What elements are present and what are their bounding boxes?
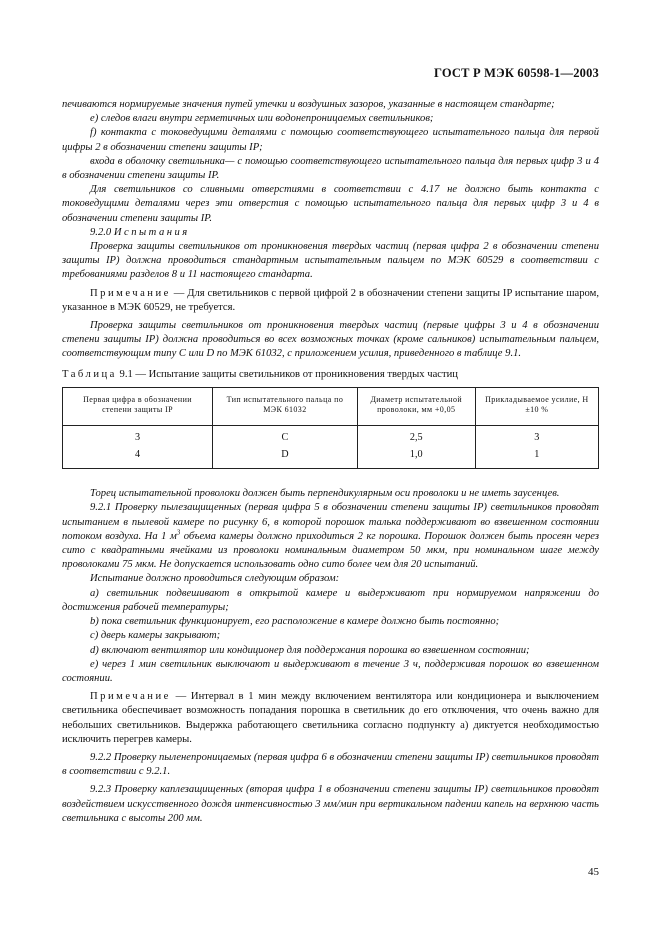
list-item-d: d) включают вентилятор или кондиционер для поддержания порошка во взвешенном состоянии;: [90, 644, 530, 656]
data-table: [62, 387, 599, 469]
table-cell: 3: [475, 425, 598, 446]
table-cell: 1: [475, 446, 598, 469]
table-cell: С: [213, 425, 358, 446]
table-row: [63, 446, 599, 469]
superscript: 3: [176, 528, 181, 537]
paragraph: печиваются нормируемые значения путей утечки и воздушных зазоров, указанные в настоящем стандарте;: [62, 99, 555, 110]
table-cell: 4: [63, 446, 213, 469]
table-row: [63, 425, 599, 446]
column-header: Прикладываемое усилие, Н ±10 %: [475, 387, 598, 425]
table-cell: 3: [63, 425, 213, 446]
note-label: Примечание: [90, 691, 171, 703]
paragraph: Торец испытательной проволоки должен быть перпендикулярным оси проволоки и не иметь заусенцев.: [90, 488, 560, 500]
note-text: — Для светильников с первой цифрой 2 в обозначении степени защиты IP испытание шаром, указанное в МЭК 60529, не требуется.: [62, 287, 599, 313]
list-item-e: е) следов влаги внутри герметичных или водонепроницаемых светильников;: [90, 113, 434, 125]
document-header: ГОСТ Р МЭК 60598-1—2003: [434, 66, 599, 80]
list-item-e: е) через 1 мин светильник выключают и выдерживают в течение 3 ч, поддерживая порошок во взвешенном состоянии.: [62, 658, 599, 684]
paragraph-part: объема камеры должно приходиться 2 кг порошка. Порошок должен быть просеян через сито с квадратными ячейками из проволоки номинальным диаметром 50 мкм, при номинальном шаге между проволоками 75 мкм. Не допускается использовать одно сито более чем для 20 испытаний.: [62, 530, 599, 571]
column-header: Тип испытательного пальца по МЭК 61032: [213, 387, 358, 425]
paragraph: входа в оболочку светильника— с помощью соответствующего испытательного пальца для первых цифр 3 и 4 в обозначении степени защиты IP.: [62, 155, 599, 182]
paragraph: 9.2.3 Проверку каплезащищенных (вторая цифра 1 в обозначении степени защиты IP) светильников проводят воздействием искусственного дождя интенсивностью 3 мм/мин при вертикальном падении капель на верхнюю часть светильника с высоты 200 мм.: [62, 784, 599, 824]
list-item-a: а) светильник подвешивают в открытой камере и выдерживают при нормируемом напряжении до достижения рабочей температуры;: [62, 587, 599, 613]
paragraph: [62, 501, 599, 572]
table-cell: 1,0: [357, 446, 475, 469]
table-cell: D: [213, 446, 358, 469]
paragraph: Для светильников со сливными отверстиями в соответствии с 4.17 не должно быть контакта с токоведущими деталями через эти отверстия с помощью испытательного пальца для первых цифр 3 и 4 в обозначении степени защиты IP.: [62, 184, 599, 224]
list-item-c: с) дверь камеры закрывают;: [90, 630, 221, 642]
paragraph: Проверка защиты светильников от проникновения твердых частиц (первая цифра 2 в обозначении степени защиты IP) должна проводиться стандартным испытательным пальцем по МЭК 60529 в соответствии с требованиями разделов 8 и 11 настоящего стандарта.: [62, 241, 599, 281]
note-label: Примечание: [90, 287, 171, 299]
table-label: Таблица: [62, 368, 117, 380]
list-item-f: f) контакта с токоведущими деталями с помощью соответствующего испытательного пальца для первой цифры 2 в обозначении степени защиты IP;: [62, 127, 599, 153]
page-number: 45: [588, 866, 599, 878]
paragraph: Испытание должно проводиться следующим образом:: [90, 573, 340, 585]
column-header: Первая цифра в обозначении степени защиты IP: [63, 387, 213, 425]
section-number: 9.2.0: [90, 226, 112, 238]
table-cell: 2,5: [357, 425, 475, 446]
paragraph: 9.2.2 Проверку пыленепроницаемых (первая цифра 6 в обозначении степени защиты IP) светильников проводят в соответствии с 9.2.1.: [62, 751, 599, 778]
table-header-row: [63, 387, 599, 425]
paragraph-part: 9.2.1 Проверку пылезащищенных (первая цифра 5 в обозначении степени защиты IP) светильников проводят испытанием в пылевой камере по рисунку 6, в которой порошок талька поддерживают во взвешенном состоянии потоком воздуха. На 1 м: [62, 502, 599, 542]
section-title: Испытания: [113, 226, 190, 238]
document-body: [62, 98, 599, 826]
note-text: — Интервал в 1 мин между включением вентилятора или кондиционера и выключением светильника обеспечивает возможность попадания порошка в светильник до его отключения, что очень важно для небольших светильников. Выдержка работающего светильника согласно подпункту а) диктуется необходимостью исключить перегрев камеры.: [62, 691, 599, 745]
table-caption: [62, 368, 599, 382]
note: [62, 690, 599, 747]
paragraph: Проверка защиты светильников от проникновения твердых частиц (первые цифры 3 и 4 в обозначении степени защиты IP) должна проводиться во всех возможных точках (кроме сальников) испытательным пальцем, соответствующим типу С или D по МЭК 61032, с приложением усилия, приведенного в таблице 9.1.: [62, 320, 599, 360]
note: [62, 287, 599, 315]
list-item-b: b) пока светильник функционирует, его расположение в камере должно быть постоянно;: [90, 616, 500, 628]
table-caption-text: 9.1 — Испытание защиты светильников от проникновения твердых частиц: [116, 368, 458, 380]
column-header: Диаметр испытательной проволоки, мм +0,05: [357, 387, 475, 425]
section-heading: [62, 226, 599, 240]
